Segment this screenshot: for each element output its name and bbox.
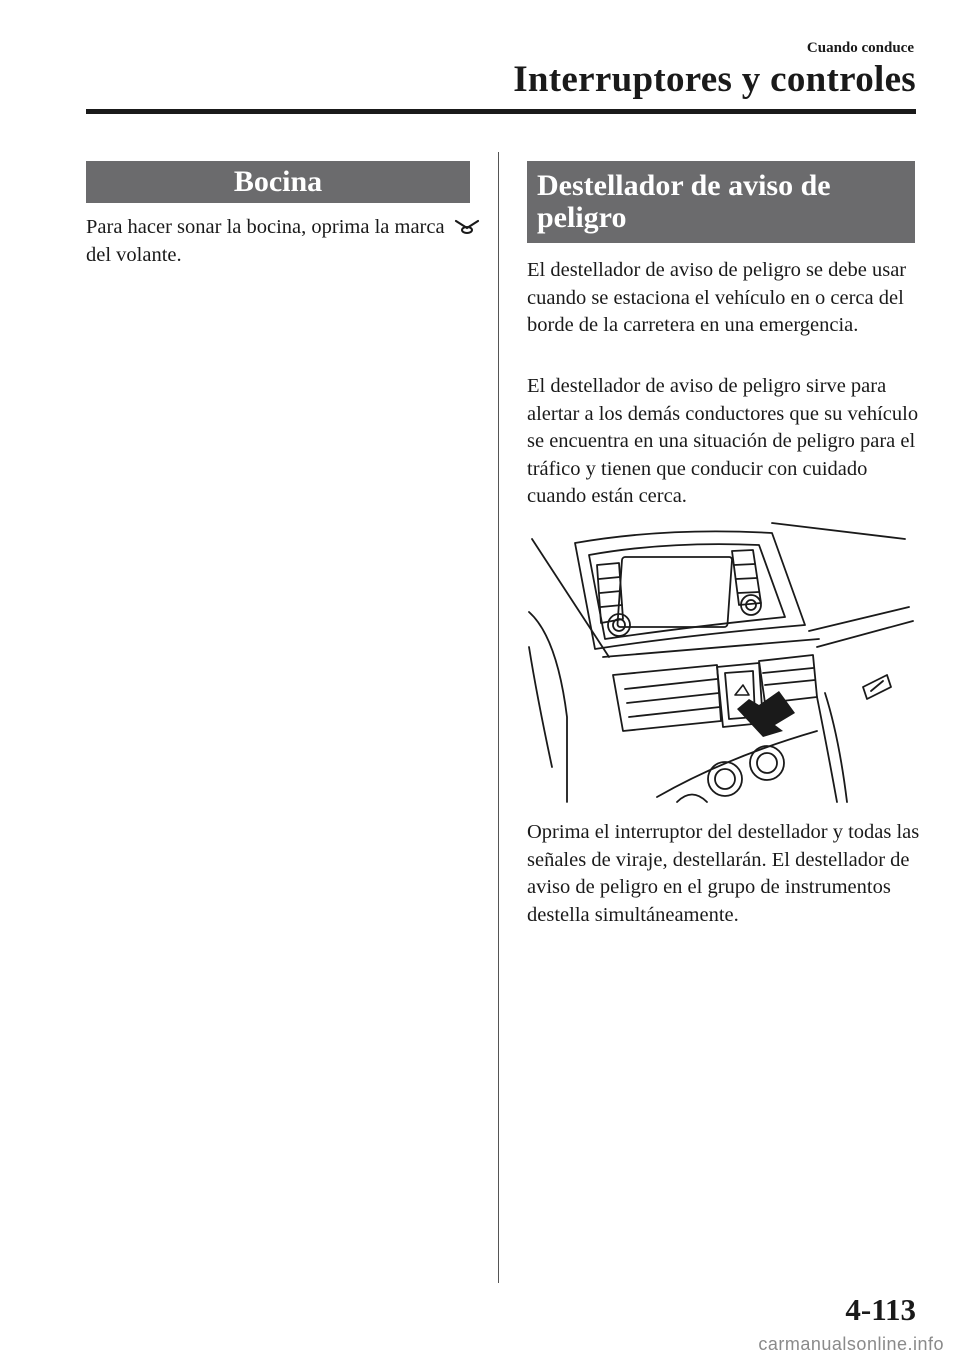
destellador-paragraph-1: El destellador de aviso de peligro se debe usar cuando se estaciona el vehículo en o cerca del borde de la carretera en una emergencia. (527, 259, 907, 336)
destellador-heading: Destellador de aviso de peligro (527, 161, 915, 243)
press-arrow-icon (737, 691, 795, 737)
column-divider (498, 152, 499, 1283)
hazard-switch-illustration (527, 517, 915, 807)
destellador-paragraph-3: Oprima el interruptor del destellador y todas las señales de viraje, destellarán. El destellador de aviso de peligro en el grupo de instrumentos destella simultáneamente. (527, 821, 920, 926)
header-section-label: Cuando conduce (806, 40, 914, 56)
header-rule (86, 109, 916, 114)
horn-icon (454, 219, 480, 235)
bocina-text (86, 214, 486, 269)
header-title: Interruptores y controles (513, 59, 916, 100)
bocina-text-before: Para hacer sonar la bocina, oprima la marca (86, 216, 445, 238)
bocina-text-after: del volante. (86, 243, 182, 266)
bocina-heading: Bocina (86, 161, 470, 203)
watermark: carmanualsonline.info (758, 1334, 944, 1354)
page-number: 4-113 (845, 1292, 916, 1327)
destellador-paragraph-2: El destellador de aviso de peligro sirve para alertar a los demás conductores que su vehículo se encuentra en una situación de peligro para el tráfico y tienen que conducir con cuidado cuando están cerca. (527, 375, 919, 507)
